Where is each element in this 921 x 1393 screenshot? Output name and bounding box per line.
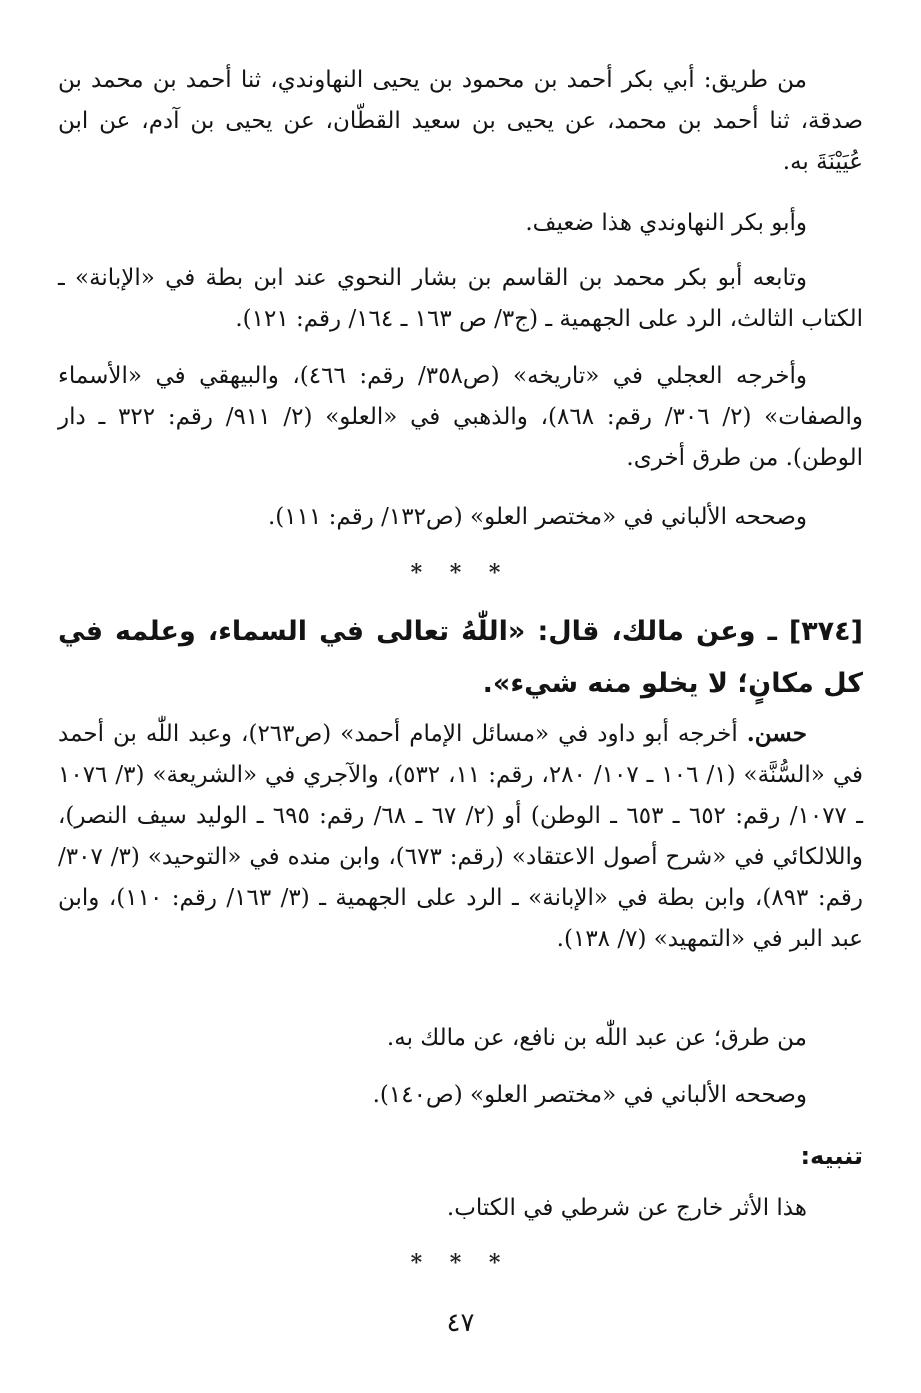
paragraph-albani-authentication: وصححه الألباني في «مختصر العلو» (ص١٣٢/ رقم: ١١١). xyxy=(267,504,807,530)
page-number: ٤٧ xyxy=(446,1308,475,1338)
section-separator-end: * * * xyxy=(410,1250,511,1276)
paragraph-weakness-note: وأبو بكر النهاوندي هذا ضعيف. xyxy=(525,210,807,236)
grading-label: حسن. xyxy=(746,720,808,747)
paragraph-note: هذا الأثر خارج عن شرطي في الكتاب. xyxy=(446,1195,807,1221)
paragraph-takhrij xyxy=(58,713,863,960)
paragraph-routes: من طرق؛ عن عبد اللّٰه بن نافع، عن مالك به. xyxy=(386,1025,807,1051)
note-heading: تنبيه: xyxy=(800,1142,863,1170)
narration-heading: [٣٧٤] ـ وعن مالك، قال: «اللّٰهُ تعالى في السماء، وعلمه في كل مكانٍ؛ لا يخلو منه شيء». xyxy=(58,616,863,699)
paragraph-corroboration: وتابعه أبو بكر محمد بن القاسم بن بشار النحوي عند ابن بطة في «الإبانة» ـ الكتاب الثالث، الرد على الجهمية ـ (ج٣/ ص ١٦٣ ـ ١٦٤/ رقم: ١٢١). xyxy=(58,265,863,332)
paragraph-other-sources: وأخرجه العجلي في «تاريخه» (ص٣٥٨/ رقم: ٤٦٦)، والبيهقي في «الأسماء والصفات» (٢/ ٣٠٦/ رقم: ٨٦٨)، والذهبي في «العلو» (٢/ ٩١١/ رقم: ٣٢٢ ـ دار الوطن). من طرق أخرى. xyxy=(58,363,863,471)
takhrij-text: أخرجه أبو داود في «مسائل الإمام أحمد» (ص٢٦٣)، وعبد اللّٰه بن أحمد في «السُّنَّة» (١/ ١٠٦ ـ ١٠٧/ ٢٨٠، رقم: ١١، ٥٣٢)، والآجري في «الشريعة» (٣/ ١٠٧٦ ـ ١٠٧٧/ رقم: ٦٥٢ ـ ٦٥٣ ـ الوطن) أو (٢/ ٦٧ ـ ٦٨/ رقم: ٦٩٥ ـ الوليد سيف النصر)، واللالكائي في «شرح أصول الاعتقاد» (رقم: ٦٧٣)، وابن منده في «التوحيد» (٣/ ٣٠٧/ رقم: ٨٩٣)، وابن بطة في «الإبانة» ـ الرد على الجهمية ـ (٣/ ١٦٣/ رقم: ١١٠)، وابن عبد البر في «التمهيد» (٧/ ١٣٨). xyxy=(58,721,864,952)
paragraph-albani-second: وصححه الألباني في «مختصر العلو» (ص١٤٠). xyxy=(372,1082,807,1108)
paragraph-chain: من طريق: أبي بكر أحمد بن محمود بن يحيى النهاوندي، ثنا أحمد بن محمد بن صدقة، ثنا أحمد بن محمد، عن يحيى بن سعيد القطّان، عن يحيى بن آدم، عن ابن عُيَيْنَةَ به. xyxy=(58,67,863,175)
section-separator: * * * xyxy=(410,560,511,586)
